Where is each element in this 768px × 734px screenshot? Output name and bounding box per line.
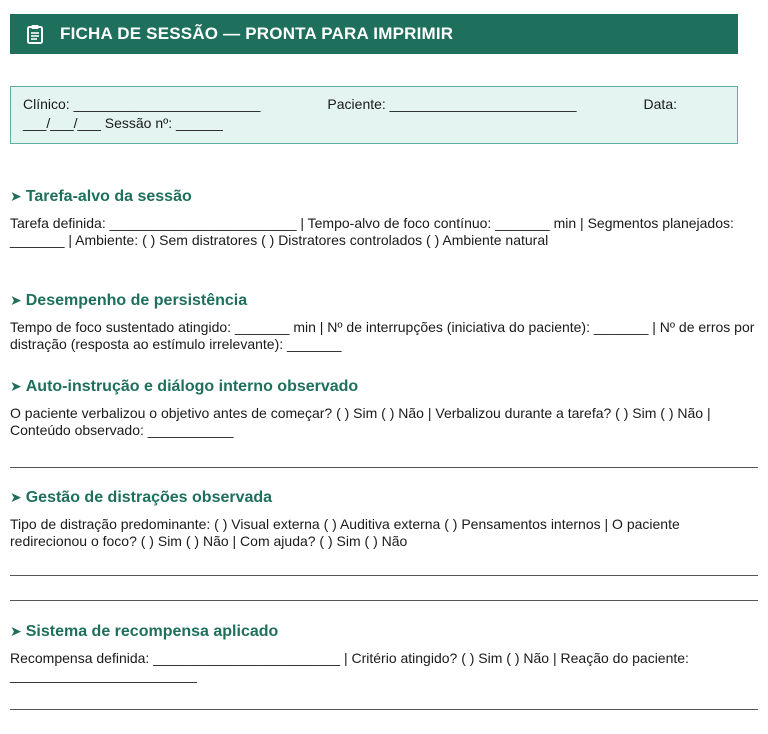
date-session-field[interactable]: ___/___/___ Sessão nº: ______ [23,115,223,131]
session-info-box [10,86,738,144]
arrow-right-icon: ➤ [10,188,22,204]
date-label: Data: [643,96,677,112]
section-self-instruction [10,376,760,439]
section-body: Tarefa definida: ________________________ | Tempo-alvo de foco contínuo: _______ min | Segmentos planejados: _______ | Ambiente: ( ) Sem distratores ( ) Distratores controlados ( ) Ambiente natural [10,215,734,248]
section-title: ➤ Gestão de distrações observada [10,489,273,506]
section-target-task [10,186,760,249]
section-distraction-management [10,487,760,550]
arrow-right-icon: ➤ [10,489,22,505]
arrow-right-icon: ➤ [10,623,22,639]
section-title: ➤ Sistema de recompensa aplicado [10,623,279,640]
section-body: O paciente verbalizou o objetivo antes de começar? ( ) Sim ( ) Não | Verbalizou durante a tarefa? ( ) Sim ( ) Não | Conteúdo observado: ___________ [10,405,711,438]
section-persistence [10,290,760,353]
arrow-right-icon: ➤ [10,378,22,394]
section-body: Recompensa definida: ________________________ | Critério atingido? ( ) Sim ( ) Não | Reação do paciente: ________________________ [10,650,689,683]
form-title: FICHA DE SESSÃO — PRONTA PARA IMPRIMIR [60,24,454,43]
section-title: ➤ Tarefa-alvo da sessão [10,188,192,205]
section-reward-system [10,621,760,684]
section-body: Tempo de foco sustentado atingido: _______ min | Nº de interrupções (iniciativa do paciente): _______ | Nº de erros por distração (resposta ao estímulo irrelevante): _______ [10,319,755,352]
writing-line[interactable] [10,709,758,710]
writing-line[interactable] [10,467,758,468]
writing-line[interactable] [10,600,758,601]
patient-field[interactable]: Paciente: ________________________ [327,96,577,112]
clipboard-icon [26,24,44,44]
clinician-field[interactable]: Clínico: ________________________ [23,96,261,112]
writing-line[interactable] [10,575,758,576]
form-header [10,14,738,54]
section-title: ➤ Auto-instrução e diálogo interno observado [10,378,359,395]
arrow-right-icon: ➤ [10,292,22,308]
section-body: Tipo de distração predominante: ( ) Visual externa ( ) Auditiva externa ( ) Pensamentos internos | O paciente redirecionou o foco? ( ) Sim ( ) Não | Com ajuda? ( ) Sim ( ) Não [10,516,680,549]
section-title: ➤ Desempenho de persistência [10,292,248,309]
